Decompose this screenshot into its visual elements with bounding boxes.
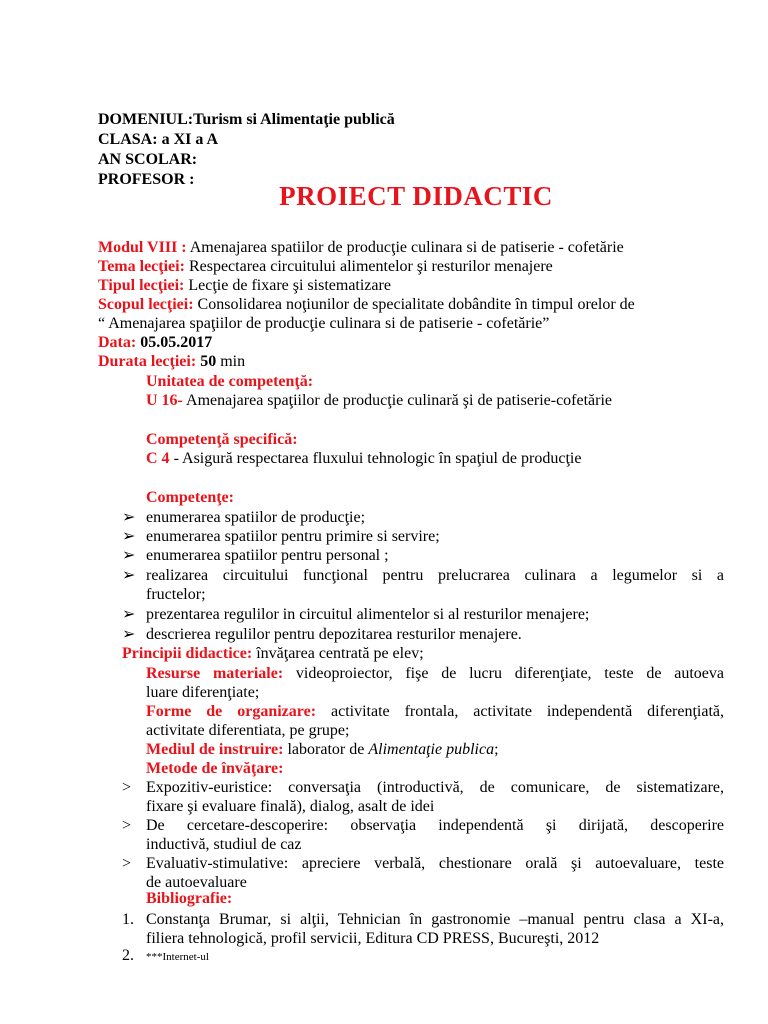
tema-label: Tema lecţiei: [98, 258, 185, 275]
competente-item: prezentarea regulilor in circuitul alimentelor si al resturilor menajere; [146, 606, 590, 623]
unitate-text: Amenajarea spaţiilor de producţie culinară şi de patiserie-cofetărie [182, 392, 613, 409]
durata-value: 50 [196, 353, 217, 370]
metode-item: Evaluativ-stimulative: apreciere verbală, chestionare orală şi autoevaluare, teste [146, 855, 724, 872]
scopul-label: Scopul lecţiei: [98, 296, 194, 313]
scopul-line-2: “ Amenajarea spaţiilor de producţie culinara si de patiserie - cofetărie” [98, 315, 550, 332]
durata-line [98, 352, 245, 371]
gt-bullet-icon: > [122, 817, 132, 834]
competente-item: descrierea regulilor pentru depozitarea resturilor menajere. [146, 626, 522, 643]
bullet-arrow-icon: ➢ [122, 626, 136, 643]
gt-bullet-icon: > [122, 779, 132, 796]
data-label: Data: [98, 334, 137, 351]
mediul-label: Mediul de instruire: [146, 741, 284, 758]
durata-label: Durata lecţiei: [98, 353, 197, 370]
data-line [98, 333, 212, 352]
metode-item-continued: fixare şi evaluare finală), dialog, asalt de idei [146, 798, 435, 815]
competente-item: enumerarea spatiilor pentru personal ; [146, 547, 389, 564]
bibliografie-item-continued: filiera tehnologică, profil servicii, Editura CD PRESS, Bucureşti, 2012 [146, 930, 600, 947]
competente-item-continued: fructelor; [146, 586, 206, 603]
domeniu-line: DOMENIUL:Turism si Alimentaţie publică [98, 111, 395, 128]
mediul-value: laborator de [283, 741, 369, 758]
metode-item-continued: de autoevaluare [146, 874, 247, 891]
mediul-value-italic: Alimentaţie publica [368, 741, 495, 758]
resurse-line [146, 664, 724, 683]
principii-line [122, 644, 424, 663]
metode-item-continued: inductivă, studiul de caz [146, 836, 302, 853]
competente-item: enumerarea spatiilor de producţie; [146, 509, 366, 526]
bibliografie-number: 1. [122, 911, 134, 928]
competenta-text: - Asigură respectarea fluxului tehnologic în spaţiul de producţie [169, 450, 582, 467]
tipul-value: Lecţie de fixare şi sistematizare [184, 277, 391, 294]
profesor-line: PROFESOR : [98, 171, 195, 188]
tipul-line [98, 276, 391, 295]
an-scolar-line: AN SCOLAR: [98, 151, 198, 168]
mediul-value-end: ; [494, 741, 499, 758]
bibliografie-number: 2. [122, 947, 134, 964]
competente-heading: Competenţe: [146, 489, 234, 506]
data-value: 05.05.2017 [136, 334, 213, 351]
metode-item: Expozitiv-euristice: conversaţia (introductivă, de comunicare, de sistematizare, [146, 779, 724, 796]
scopul-line [98, 295, 635, 314]
bullet-arrow-icon: ➢ [122, 606, 136, 623]
resurse-label: Resurse materiale: [146, 665, 284, 682]
bibliografie-item: Constanţa Brumar, si alţii, Tehnician în gastronomie –manual pentru clasa a XI-a, [146, 911, 724, 928]
bullet-arrow-icon: ➢ [122, 509, 136, 526]
resurse-line-2: luare diferenţiate; [146, 684, 260, 701]
resurse-value: videoproiector, fişe de lucru diferenţiate, teste de autoeva [283, 665, 725, 682]
forme-value: activitate frontala, activitate independentă diferenţiată, [316, 703, 725, 720]
unitate-code: U 16- [146, 392, 183, 409]
modul-label: Modul VIII : [98, 239, 187, 256]
tipul-label: Tipul lecţiei: [98, 277, 185, 294]
forme-line-2: activitate diferentiata, pe grupe; [146, 722, 350, 739]
page-title: PROIECT DIDACTIC [279, 181, 553, 211]
bullet-arrow-icon: ➢ [122, 567, 136, 584]
clasa-line: CLASA: a XI a A [98, 131, 219, 148]
competenta-code: C 4 [146, 450, 170, 467]
tema-value: Respectarea circuitului alimentelor şi resturilor menajere [184, 258, 553, 275]
competente-item: realizarea circuitului funcţional pentru prelucrarea culinara a legumelor si a [146, 567, 724, 584]
tema-line [98, 257, 553, 276]
metode-item: De cercetare-descoperire: observaţia independentă şi dirijată, descoperire [146, 817, 724, 834]
unitate-heading: Unitatea de competenţă: [146, 373, 314, 390]
bibliografie-heading: Bibliografie: [146, 890, 233, 907]
principii-value: învăţarea centrată pe elev; [252, 645, 424, 662]
competente-item: enumerarea spatiilor pentru primire si servire; [146, 528, 440, 545]
mediul-line [146, 740, 499, 759]
competenta-specifica-line [146, 449, 581, 468]
bullet-arrow-icon: ➢ [122, 528, 136, 545]
metode-heading: Metode de învăţare: [146, 760, 284, 777]
scopul-value: Consolidarea noţiunilor de specialitate dobândite în timpul orelor de [193, 296, 635, 313]
bullet-arrow-icon: ➢ [122, 547, 136, 564]
bibliografie-item: ***Internet-ul [146, 951, 209, 963]
forme-label: Forme de organizare: [146, 703, 317, 720]
unitate-line [146, 391, 612, 410]
competenta-specifica-heading: Competenţă specifică: [146, 431, 298, 448]
durata-unit: min [216, 353, 246, 370]
forme-line [146, 702, 724, 721]
modul-line [98, 238, 624, 257]
modul-value: Amenajarea spatiilor de producţie culinara si de patiserie - cofetărie [186, 239, 624, 256]
principii-label: Principii didactice: [122, 645, 253, 662]
gt-bullet-icon: > [122, 855, 132, 872]
